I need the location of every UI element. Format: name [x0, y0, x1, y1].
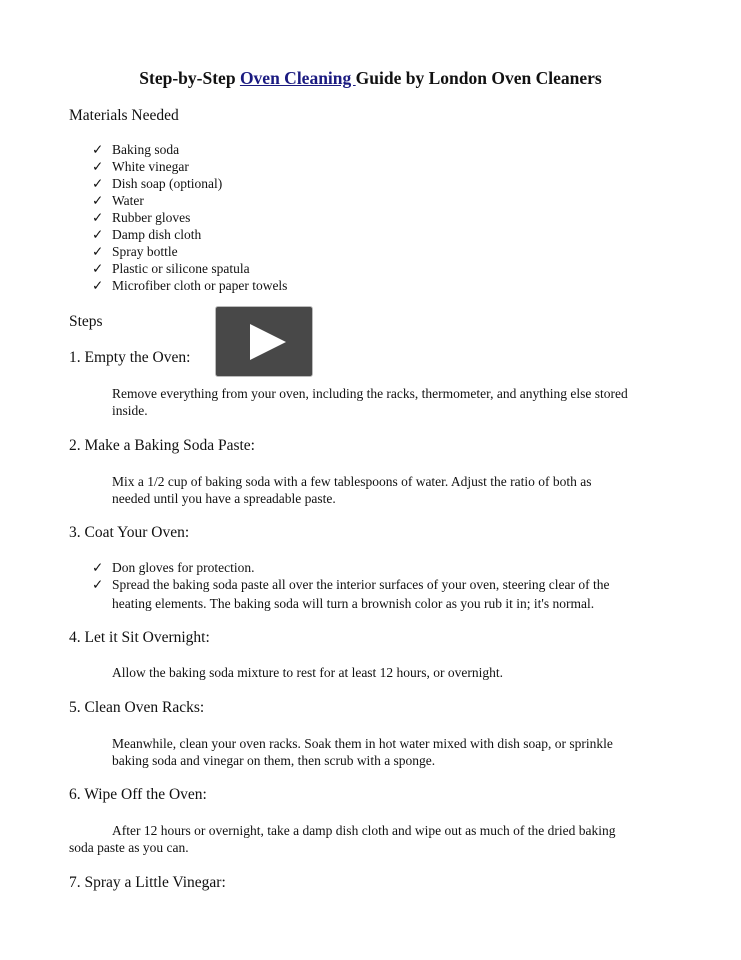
step-5-text: Meanwhile, clean your oven racks. Soak them in hot water mixed with dish soap, or sprinkle [112, 736, 613, 751]
material-item [92, 142, 179, 158]
step-1-title: 1. Empty the Oven: [69, 349, 191, 366]
step-2-text: needed until you have a spreadable paste. [112, 491, 336, 506]
step-1-text: inside. [112, 403, 148, 418]
material-label: Water [112, 193, 144, 208]
bullet-text: Don gloves for protection. [112, 560, 255, 575]
step-3-bullet-cont: heating elements. The baking soda will turn a brownish color as you rub it in; it's normal. [112, 596, 595, 611]
material-label: Baking soda [112, 142, 180, 157]
material-item [92, 210, 190, 226]
check-icon: ✓ [92, 210, 104, 225]
step-1-text: Remove everything from your oven, including the racks, thermometer, and anything else stored [112, 386, 628, 401]
material-label: Damp dish cloth [112, 227, 202, 242]
page-title [0, 68, 741, 89]
bullet-text: Spread the baking soda paste all over the interior surfaces of your oven, steering clear of the [112, 577, 610, 592]
material-label: Spray bottle [112, 244, 178, 259]
step-6-title: 6. Wipe Off the Oven: [69, 786, 207, 803]
steps-heading: Steps [69, 313, 103, 330]
step-4-text: Allow the baking soda mixture to rest for at least 12 hours, or overnight. [112, 665, 504, 680]
step-6-text: soda paste as you can. [69, 840, 189, 855]
step-3-bullet [92, 560, 254, 576]
material-label: White vinegar [112, 159, 189, 174]
check-icon: ✓ [92, 176, 104, 191]
check-icon: ✓ [92, 193, 104, 208]
play-icon [250, 324, 286, 360]
material-label: Rubber gloves [112, 210, 191, 225]
title-text: Guide by London Oven Cleaners [355, 68, 602, 88]
check-icon: ✓ [92, 261, 104, 276]
step-2-title: 2. Make a Baking Soda Paste: [69, 437, 255, 454]
video-play-button[interactable] [215, 306, 313, 377]
check-icon: ✓ [92, 577, 104, 592]
check-icon: ✓ [92, 278, 104, 293]
step-3-bullet [92, 577, 609, 593]
step-3-title: 3. Coat Your Oven: [69, 524, 190, 541]
material-item [92, 193, 144, 209]
materials-heading: Materials Needed [69, 107, 179, 124]
check-icon: ✓ [92, 142, 104, 157]
check-icon: ✓ [92, 244, 104, 259]
material-item [92, 278, 287, 294]
step-5-text: baking soda and vinegar on them, then scrub with a sponge. [112, 753, 436, 768]
material-label: Plastic or silicone spatula [112, 261, 250, 276]
material-label: Dish soap (optional) [112, 176, 223, 191]
material-item [92, 261, 250, 277]
check-icon: ✓ [92, 159, 104, 174]
material-label: Microfiber cloth or paper towels [112, 278, 288, 293]
oven-cleaning-link[interactable]: Oven Cleaning [239, 68, 356, 88]
step-5-title: 5. Clean Oven Racks: [69, 699, 205, 716]
material-item [92, 227, 201, 243]
title-text: Step-by-Step [139, 68, 240, 88]
step-6-text: After 12 hours or overnight, take a damp dish cloth and wipe out as much of the dried baking [112, 823, 616, 838]
material-item [92, 176, 222, 192]
check-icon: ✓ [92, 560, 104, 575]
material-item [92, 159, 189, 175]
material-item [92, 244, 178, 260]
step-7-title: 7. Spray a Little Vinegar: [69, 874, 226, 891]
step-4-title: 4. Let it Sit Overnight: [69, 629, 210, 646]
check-icon: ✓ [92, 227, 104, 242]
step-2-text: Mix a 1/2 cup of baking soda with a few tablespoons of water. Adjust the ratio of both as [112, 474, 592, 489]
